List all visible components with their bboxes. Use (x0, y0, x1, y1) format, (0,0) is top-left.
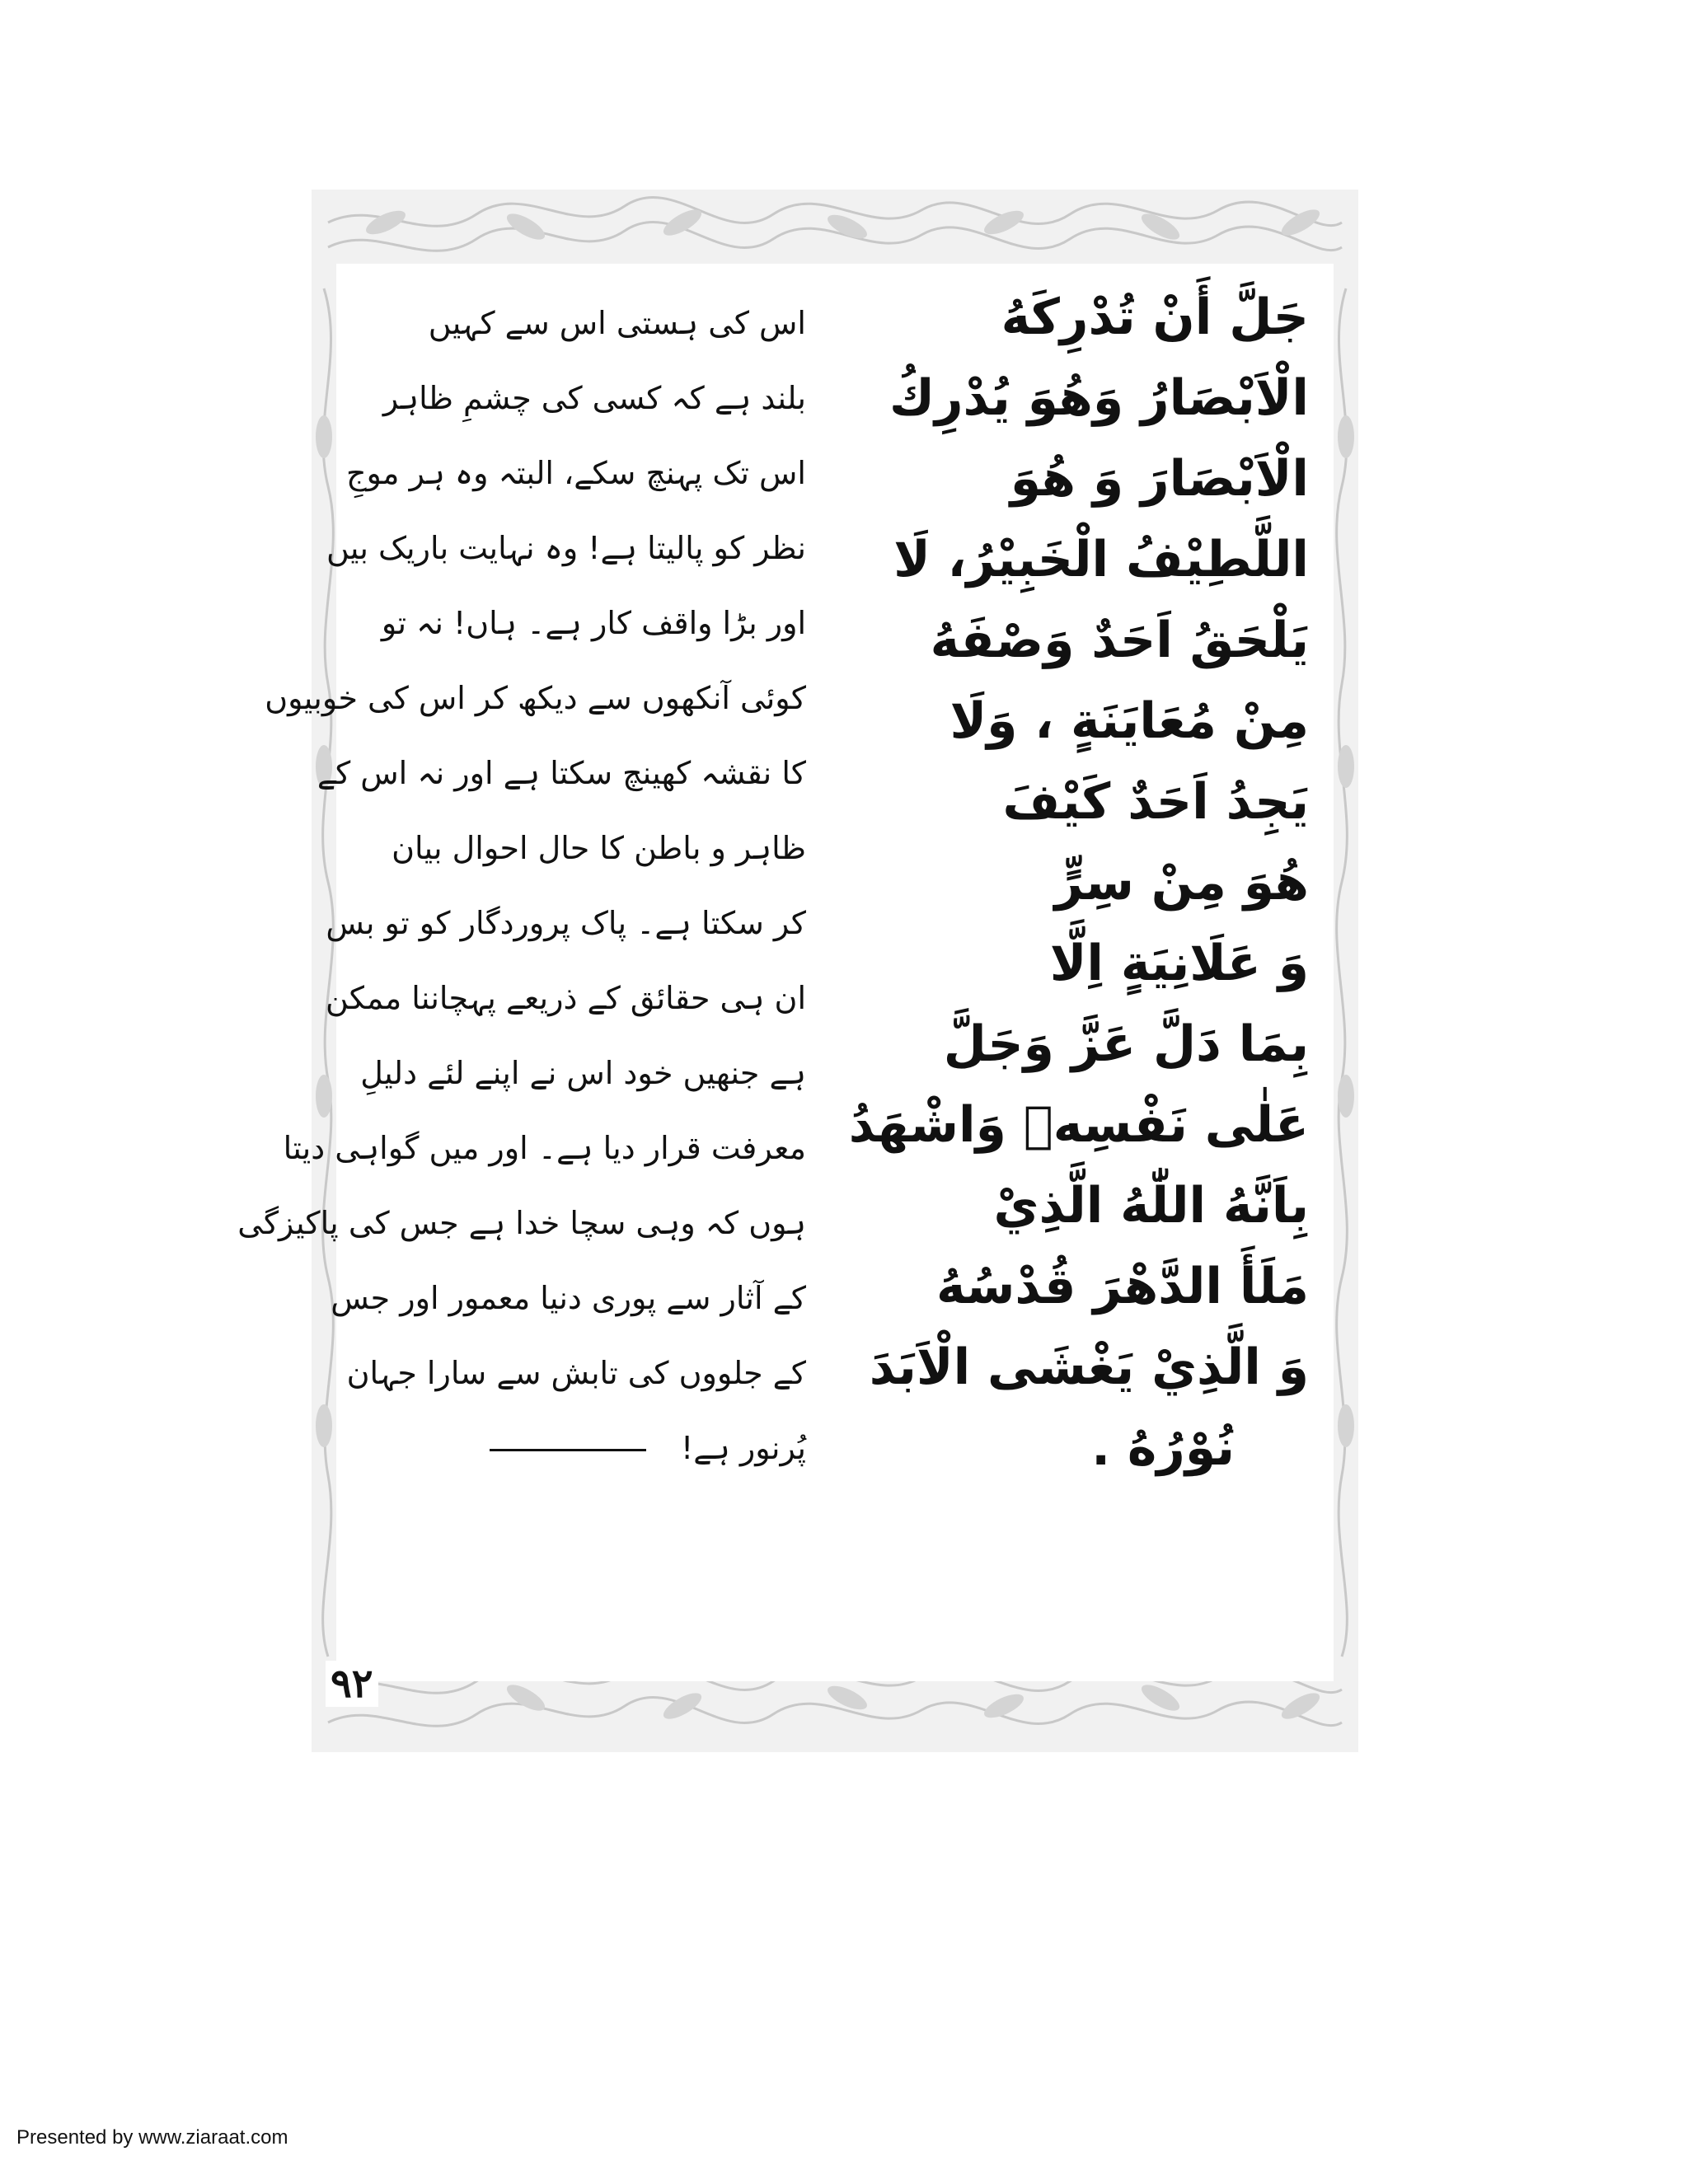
arabic-line: الْاَبْصَارَ وَ هُوَ (1010, 450, 1309, 508)
page-frame (237, 190, 1358, 1752)
end-rule-divider (490, 1449, 646, 1451)
arabic-line: بِمَا دَلَّ عَزَّ وَجَلَّ (943, 1015, 1309, 1073)
urdu-line: اور بڑا واقف کار ہے۔ ہاں! نہ تو (381, 605, 806, 641)
arabic-line: يَجِدُ اَحَدٌ كَيْفَ (1002, 773, 1309, 831)
urdu-line: کا نقشہ کھینچ سکتا ہے اور نہ اس کے (316, 755, 806, 791)
urdu-line: کے جلووں کی تابش سے سارا جہان (346, 1355, 806, 1391)
arabic-line: وَ عَلَانِيَةٍ اِلَّا (1049, 935, 1309, 992)
arabic-line: الْاَبْصَارُ وَهُوَ يُدْرِكُ (889, 369, 1309, 427)
urdu-text-column (237, 264, 831, 1681)
arabic-line: هُوَ مِنْ سِرٍّ (1054, 854, 1309, 912)
urdu-line: اس کی ہستی اس سے کہیں (428, 305, 806, 341)
arabic-line: مَلَأَ الدَّهْرَ قُدْسُهُ (936, 1258, 1309, 1315)
arabic-line: يَلْحَقُ اَحَدٌ وَصْفَهُ (930, 612, 1309, 669)
arabic-text-column (806, 264, 1334, 1681)
urdu-line: پُرنور ہے! (681, 1430, 806, 1466)
urdu-line: نظر کو پالیتا ہے! وہ نہایت باریک بیں (326, 530, 806, 566)
urdu-line: بلند ہے کہ کسی کی چشمِ ظاہر (382, 380, 806, 416)
arabic-line: بِاَنَّهُ اللّٰهُ الَّذِيْ (993, 1177, 1309, 1235)
urdu-line: ہوں کہ وہی سچا خدا ہے جس کی پاکیزگی (237, 1205, 806, 1241)
urdu-line: کے آثار سے پوری دنیا معمور اور جس (331, 1280, 806, 1316)
arabic-line: جَلَّ أَنْ تُدْرِكَهُ (1001, 288, 1309, 346)
urdu-line: ان ہی حقائق کے ذریعے پہچاننا ممکن (325, 980, 806, 1016)
urdu-line: کر سکتا ہے۔ پاک پروردگار کو تو بس (326, 905, 806, 941)
urdu-line: معرفت قرار دیا ہے۔ اور میں گواہی دیتا (283, 1130, 806, 1166)
page-number: ۹۲ (326, 1661, 378, 1707)
footer-credit: Presented by www.ziaraat.com (16, 2126, 288, 2149)
arabic-line: مِنْ مُعَايَنَةٍ ، وَلَا (950, 692, 1309, 750)
urdu-line: ہے جنھیں خود اس نے اپنے لئے دلیلِ (360, 1055, 806, 1091)
urdu-line: اس تک پہنچ سکے، البتہ وہ ہر موجِ (346, 455, 806, 491)
urdu-last-line (336, 1430, 831, 1466)
arabic-line: وَ الَّذِيْ يَغْشَى الْاَبَدَ (869, 1338, 1309, 1396)
arabic-line: نُوْرُهُ . (1091, 1419, 1235, 1477)
arabic-line: عَلٰى نَفْسِهٖ وَاشْهَدُ (848, 1096, 1309, 1154)
arabic-line: اللَّطِيْفُ الْخَبِيْرُ، لَا (893, 531, 1309, 588)
urdu-line: ظاہر و باطن کا حال احوال بیان (392, 830, 806, 866)
urdu-line: کوئی آنکھوں سے دیکھ کر اس کی خوبیوں (265, 680, 806, 716)
